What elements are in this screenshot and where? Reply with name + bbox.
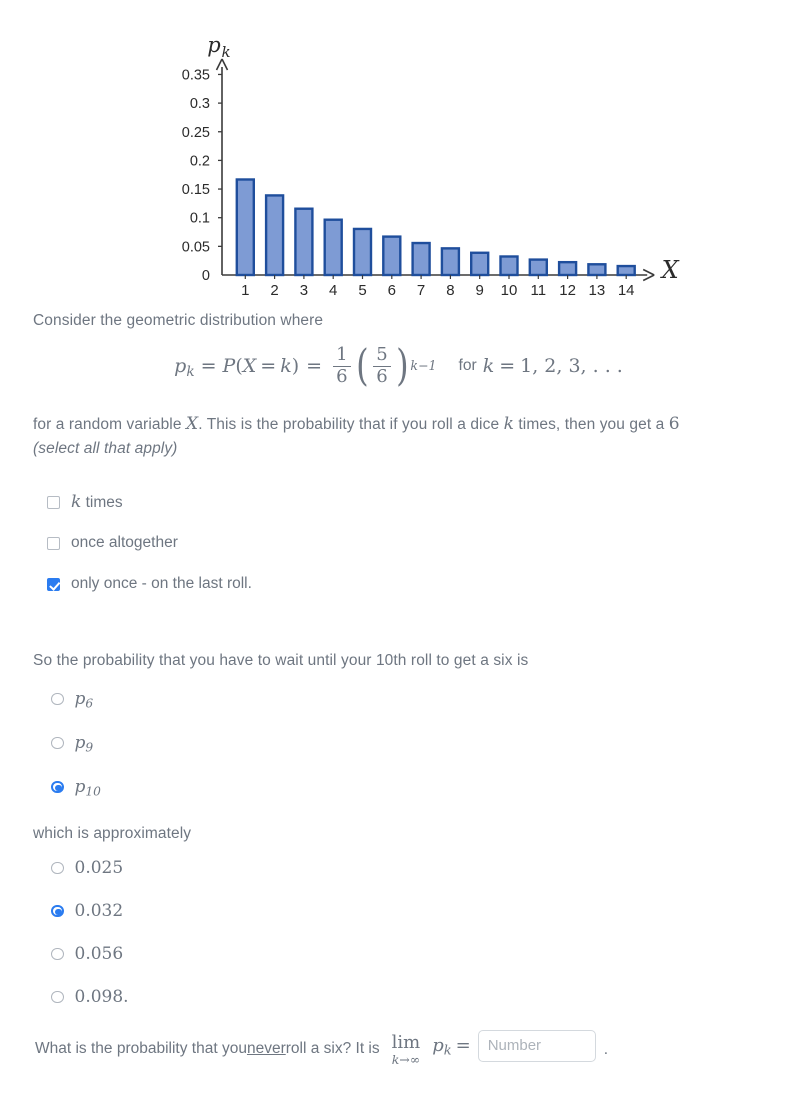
select-all-hint: (select all that apply) bbox=[33, 440, 178, 457]
x-tick-label: 12 bbox=[559, 282, 576, 299]
chart-bar bbox=[471, 253, 488, 275]
x-tick-label: 11 bbox=[530, 282, 547, 299]
y-tick-label: 0 bbox=[201, 268, 210, 284]
limit-operator bbox=[392, 1034, 421, 1068]
chart-svg bbox=[0, 0, 797, 300]
lim-symbol: lim bbox=[391, 1032, 421, 1053]
approx-question-radio-group bbox=[51, 858, 129, 1030]
final-equals: = bbox=[455, 1035, 471, 1057]
final-text-b: roll a six? It is bbox=[285, 1039, 380, 1057]
chart-bar bbox=[442, 248, 459, 275]
radio-input[interactable] bbox=[51, 693, 64, 706]
radio-label-subscript: 10 bbox=[85, 784, 101, 799]
formula-equals-2: = bbox=[260, 355, 277, 378]
formula-P: P bbox=[222, 355, 236, 378]
x-tick-label: 2 bbox=[270, 282, 279, 299]
wait-answer-option[interactable] bbox=[51, 777, 101, 797]
formula-right-bracket: ) bbox=[395, 341, 409, 392]
x-tick-label: 13 bbox=[588, 282, 606, 299]
approx-question-prompt: which is approximately bbox=[33, 825, 192, 842]
formula-for-word: for bbox=[458, 357, 477, 375]
wait-question-prompt: So the probability that you have to wait until your 10th roll to get a six is bbox=[33, 652, 529, 669]
formula-open-paren: ( bbox=[235, 355, 243, 378]
radio-input[interactable] bbox=[51, 948, 64, 961]
checkbox-input[interactable] bbox=[47, 496, 60, 509]
checkbox-input[interactable] bbox=[47, 537, 60, 550]
y-tick-label: 0.35 bbox=[181, 67, 210, 84]
rv-text-c: times, then you get a bbox=[513, 416, 669, 433]
radio-label: 0.098. bbox=[74, 987, 129, 1007]
radio-input[interactable] bbox=[51, 991, 64, 1004]
formula-X: X bbox=[242, 355, 257, 378]
approx-answer-option[interactable] bbox=[51, 858, 129, 878]
wait-question-radio-group bbox=[51, 689, 101, 821]
formula-equals-1: = bbox=[200, 355, 217, 378]
rv-text-a: for a random variable bbox=[33, 416, 186, 433]
checkbox-option[interactable] bbox=[47, 574, 252, 594]
wait-answer-option[interactable] bbox=[51, 733, 101, 753]
final-text-a: What is the probability that you bbox=[35, 1039, 247, 1057]
y-tick-label: 0.15 bbox=[181, 182, 210, 199]
radio-input[interactable] bbox=[51, 737, 64, 750]
x-tick-label: 14 bbox=[617, 282, 635, 299]
radio-label: $p_9$ bbox=[74, 733, 94, 755]
checkbox-option[interactable] bbox=[47, 492, 252, 512]
formula-k-var: k bbox=[482, 355, 495, 378]
formula-fraction-one-sixth: $\frac{1}{6}$ bbox=[333, 346, 350, 387]
formula-left-bracket: ( bbox=[355, 341, 369, 392]
lim-subscript: k→∞ bbox=[391, 1052, 421, 1067]
formula-equals-3: = bbox=[306, 355, 323, 378]
formula-k: k bbox=[280, 355, 292, 378]
checkbox-label: once altogether bbox=[71, 534, 178, 551]
x-tick-label: 6 bbox=[387, 282, 396, 299]
checkbox-input[interactable] bbox=[47, 578, 60, 591]
chart-bar bbox=[266, 195, 283, 275]
formula-equals-4: = bbox=[499, 355, 516, 378]
intro-line: Consider the geometric distribution where bbox=[33, 312, 324, 329]
x-tick-label: 3 bbox=[299, 282, 309, 299]
x-tick-label: 7 bbox=[416, 282, 426, 299]
approx-answer-option[interactable] bbox=[51, 901, 129, 921]
pmf-formula: $p_k$ = P ( X = k ) = $\frac{1}{6}$ ( $\frac{5}{6}$ ) k−1 for k = 1, 2, 3, . . . bbox=[174, 341, 623, 392]
final-never-underlined: never bbox=[246, 1039, 286, 1057]
final-pk: $p_k$ bbox=[432, 1035, 452, 1059]
x-tick-label: 10 bbox=[500, 282, 518, 299]
radio-input[interactable] bbox=[51, 781, 64, 794]
x-tick-label: 5 bbox=[358, 282, 367, 299]
rv-X: X bbox=[185, 414, 199, 434]
y-axis-label: p bbox=[207, 33, 221, 57]
final-question-row bbox=[35, 1032, 608, 1066]
chart-bar bbox=[295, 209, 312, 275]
chart-bar bbox=[383, 237, 400, 275]
chart-bar bbox=[354, 229, 371, 275]
chart-bar bbox=[588, 264, 605, 275]
chart-bar bbox=[618, 266, 635, 275]
wait-answer-option[interactable] bbox=[51, 689, 101, 709]
x-tick-label: 9 bbox=[475, 282, 484, 299]
checkbox-option[interactable] bbox=[47, 533, 252, 553]
x-axis-label: X bbox=[661, 256, 679, 284]
checkbox-label-math: k bbox=[71, 492, 82, 512]
approx-answer-option[interactable] bbox=[51, 987, 129, 1007]
checkbox-group bbox=[47, 492, 252, 615]
chart-bar bbox=[413, 243, 430, 275]
y-tick-label: 0.3 bbox=[189, 96, 210, 113]
y-tick-label: 0.1 bbox=[189, 210, 210, 227]
x-tick-label: 8 bbox=[446, 282, 455, 299]
formula-close-paren: ) bbox=[291, 355, 300, 378]
y-tick-label: 0.05 bbox=[181, 239, 210, 256]
svg-text:k: k bbox=[221, 43, 231, 61]
y-tick-label: 0.25 bbox=[181, 124, 210, 141]
chart-bar bbox=[237, 179, 254, 275]
radio-input[interactable] bbox=[51, 905, 64, 918]
checkbox-label: only once - on the last roll. bbox=[71, 575, 252, 592]
radio-label: 0.025 bbox=[74, 858, 124, 878]
answer-number-input[interactable] bbox=[478, 1030, 596, 1062]
probability-mass-function-chart bbox=[0, 0, 797, 300]
rv-six: 6 bbox=[668, 414, 680, 434]
radio-label: $p_{10}$ bbox=[74, 777, 101, 799]
formula-fraction-five-sixths: $\frac{5}{6}$ bbox=[373, 346, 390, 387]
formula-k-values: 1, 2, 3, . . . bbox=[520, 355, 623, 378]
y-tick-label: 0.2 bbox=[189, 153, 210, 170]
rv-k: k bbox=[503, 414, 514, 434]
radio-label: 0.056 bbox=[74, 944, 124, 964]
radio-label-subscript: 9 bbox=[85, 740, 94, 755]
radio-label-subscript: 6 bbox=[85, 696, 94, 711]
final-period: . bbox=[603, 1040, 609, 1058]
x-tick-label: 4 bbox=[329, 282, 338, 299]
x-tick-label: 1 bbox=[241, 282, 250, 299]
checkbox-label: k times bbox=[71, 492, 123, 512]
radio-label: 0.032 bbox=[74, 901, 124, 921]
chart-bar bbox=[325, 220, 342, 275]
chart-bar bbox=[530, 260, 547, 275]
random-variable-line bbox=[33, 411, 781, 437]
formula-pk: $p_k$ bbox=[174, 355, 195, 381]
approx-answer-option[interactable] bbox=[51, 944, 129, 964]
chart-bar bbox=[559, 262, 576, 275]
chart-bar bbox=[501, 256, 518, 275]
radio-label: $p_6$ bbox=[74, 689, 94, 711]
radio-input[interactable] bbox=[51, 862, 64, 875]
rv-text-b: . This is the probability that if you roll a dice bbox=[198, 416, 504, 433]
